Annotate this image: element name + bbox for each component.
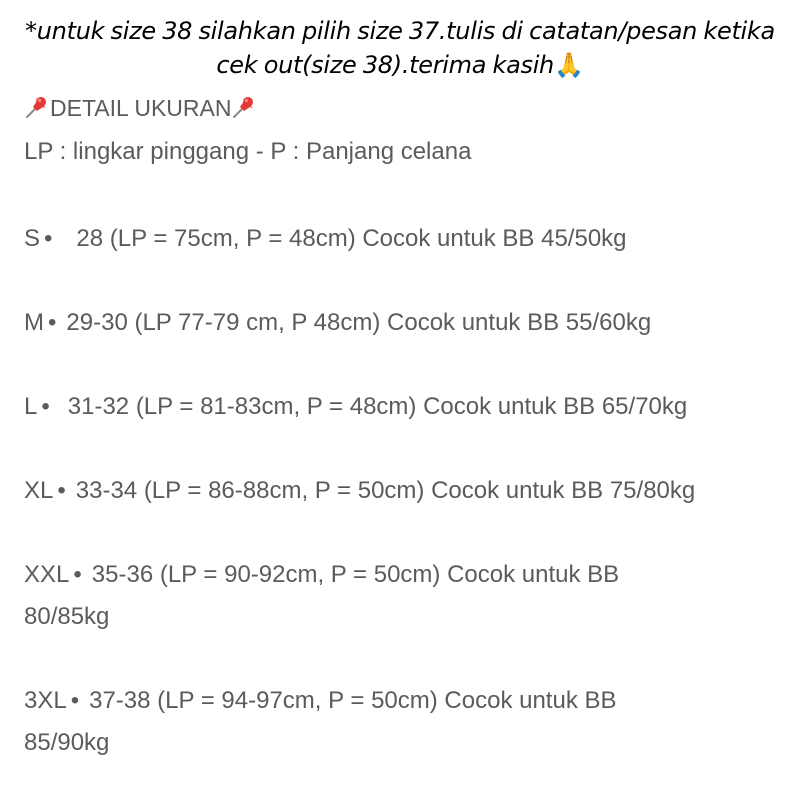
size-label: XXL (24, 561, 70, 588)
size-desc: 28 (LP = 75cm, P = 48cm) Cocok untuk BB 45/50kg (76, 225, 627, 252)
bullet: • (73, 561, 82, 588)
size-desc-continuation: 85/90kg (24, 729, 110, 756)
size-row-xxl (24, 554, 619, 638)
pushpin-icon (231, 94, 257, 120)
detail-heading (24, 92, 257, 124)
pushpin-icon (24, 94, 50, 120)
size-note-line-2: cek out(size 38).terima kasih (216, 51, 554, 79)
size-label: M (24, 309, 44, 336)
size-row-m (24, 302, 651, 344)
size-row-3xl (24, 680, 617, 764)
size-row-xl (24, 470, 695, 512)
abbreviation-legend: LP : lingkar pinggang - P : Panjang celana (24, 138, 472, 165)
bullet: • (70, 687, 80, 714)
size-label: 3XL (24, 687, 67, 714)
bullet: • (48, 309, 57, 336)
size-desc-continuation: 80/85kg (24, 603, 110, 630)
size-label: S (24, 225, 41, 252)
detail-heading-text: DETAIL UKURAN (50, 95, 232, 121)
size-desc: 31-32 (LP = 81-83cm, P = 48cm) Cocok untuk BB 65/70kg (67, 393, 688, 420)
size-desc: 33-34 (LP = 86-88cm, P = 50cm) Cocok untuk BB 75/80kg (75, 477, 696, 504)
size-label: XL (24, 477, 54, 504)
size-label: L (24, 393, 38, 420)
size-desc: 37-38 (LP = 94-97cm, P = 50cm) Cocok untuk BB (89, 687, 617, 714)
size-row-l (24, 386, 687, 428)
bullet: • (41, 393, 50, 420)
size-desc: 29-30 (LP 77-79 cm, P 48cm) Cocok untuk BB 55/60kg (66, 309, 652, 336)
size-note (0, 14, 800, 82)
size-desc: 35-36 (LP = 90-92cm, P = 50cm) Cocok untuk BB (91, 561, 620, 588)
size-row-s (24, 218, 627, 260)
bullet: • (44, 225, 53, 252)
folded-hands-icon: 🙏 (553, 51, 584, 79)
bullet: • (57, 477, 66, 504)
size-note-line-1: *untuk size 38 silahkan pilih size 37.tulis di catatan/pesan ketika (25, 17, 775, 45)
